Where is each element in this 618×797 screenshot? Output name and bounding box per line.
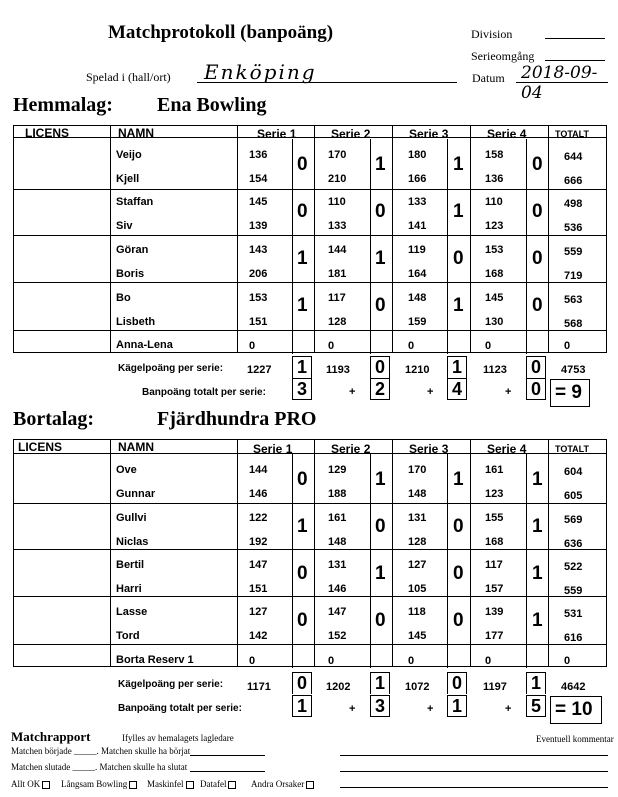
score-cell: 136 <box>485 173 504 185</box>
pair-point: 1 <box>453 295 464 316</box>
score-cell: 158 <box>485 149 504 161</box>
score-cell: 131 <box>328 559 347 571</box>
divider <box>447 139 448 354</box>
score-cell: 0 <box>485 340 492 352</box>
score-cell: 164 <box>408 268 427 280</box>
home-table <box>13 125 607 353</box>
divider <box>292 139 293 354</box>
kagel-point: 0 <box>526 356 546 378</box>
pair-point: 0 <box>532 201 543 222</box>
score-cell: 0 <box>485 655 492 667</box>
player-name: Kjell <box>116 173 140 185</box>
score-cell: 123 <box>485 220 504 232</box>
total-cell: 536 <box>564 222 583 234</box>
player-name: Siv <box>116 220 133 232</box>
ended-line <box>190 771 265 772</box>
score-cell: 161 <box>485 464 504 476</box>
pair-point: 1 <box>375 469 386 490</box>
row-divider <box>13 282 607 283</box>
ban-point: 2 <box>370 378 390 400</box>
started-line <box>190 755 265 756</box>
score-cell: 151 <box>249 583 268 595</box>
pair-point: 0 <box>453 563 464 584</box>
plus-sign: + <box>427 703 434 715</box>
total-cell: 522 <box>564 561 583 573</box>
player-name: Lasse <box>116 606 148 618</box>
checkbox-other[interactable] <box>251 779 314 789</box>
divider <box>237 439 238 667</box>
checkbox-square[interactable] <box>129 781 137 789</box>
checkbox-label: Maskinfel <box>147 779 184 789</box>
plus-sign: + <box>505 703 512 715</box>
score-cell: 145 <box>485 292 504 304</box>
total-cell: 605 <box>564 490 583 502</box>
col-licens: LICENS <box>25 126 70 140</box>
date-value: 2018-09-04 <box>521 63 598 103</box>
pair-point: 1 <box>532 469 543 490</box>
kagel-point: 0 <box>370 356 390 378</box>
date-label: Datum <box>472 71 505 85</box>
kagel-point: 1 <box>526 672 546 694</box>
total-cell: 719 <box>564 270 583 282</box>
score-cell: 117 <box>485 559 503 571</box>
score-cell: 130 <box>485 316 504 328</box>
series-round-line <box>545 60 605 61</box>
score-cell: 153 <box>249 292 268 304</box>
reserve-name: Anna-Lena <box>116 339 173 351</box>
player-name: Bertil <box>116 559 145 571</box>
score-cell: 180 <box>408 149 427 161</box>
division-label: Division <box>471 27 513 41</box>
kagel-cell: 1210 <box>405 364 430 376</box>
pair-point: 0 <box>297 610 308 631</box>
pair-point: 1 <box>375 154 386 175</box>
plus-sign: + <box>505 386 512 398</box>
page-title: Matchprotokoll (banpoäng) <box>108 22 334 43</box>
series-round-label: Serieomgång <box>471 49 535 63</box>
home-team-name: Ena Bowling <box>157 94 267 116</box>
score-cell: 144 <box>328 244 347 256</box>
total-cell: 568 <box>564 318 583 330</box>
player-name: Staffan <box>116 196 154 208</box>
score-cell: 148 <box>408 488 427 500</box>
score-cell: 161 <box>328 512 347 524</box>
ban-point: 3 <box>292 378 312 400</box>
checkbox-square[interactable] <box>186 781 194 789</box>
score-cell: 0 <box>408 340 415 352</box>
total-cell: 563 <box>564 294 583 306</box>
kagel-cell: 1123 <box>483 364 507 376</box>
checkbox-label: Allt OK <box>11 779 41 789</box>
score-cell: 0 <box>408 655 415 667</box>
pair-point: 0 <box>375 516 386 537</box>
checkbox-slow-bowling[interactable] <box>61 779 137 789</box>
col-namn: NAMN <box>118 440 154 454</box>
home-section <box>13 94 607 414</box>
checkbox-all-ok[interactable] <box>11 779 50 789</box>
divider <box>447 453 448 668</box>
col-serie1: Serie 1 <box>253 442 293 456</box>
player-name: Bo <box>116 292 131 304</box>
score-cell: 117 <box>328 292 346 304</box>
score-cell: 122 <box>249 512 268 524</box>
total-cell: 559 <box>564 585 583 597</box>
score-cell: 146 <box>249 488 268 500</box>
kagel-cell: 1171 <box>247 681 271 693</box>
divider <box>392 439 393 667</box>
score-cell: 210 <box>328 173 347 185</box>
player-name: Niclas <box>116 536 149 548</box>
score-cell: 0 <box>249 340 256 352</box>
played-value: Enköping <box>204 60 317 84</box>
score-cell: 123 <box>485 488 504 500</box>
pair-point: 0 <box>532 295 543 316</box>
divider <box>392 125 393 353</box>
score-cell: 131 <box>408 512 427 524</box>
ban-point: 4 <box>447 378 467 400</box>
pair-point: 0 <box>453 610 464 631</box>
checkbox-data-error[interactable] <box>200 779 236 789</box>
total-cell: 604 <box>564 466 583 478</box>
divider <box>237 125 238 353</box>
divider <box>526 139 527 354</box>
divider <box>470 439 471 667</box>
score-cell: 139 <box>485 606 504 618</box>
date-line <box>516 82 608 83</box>
divider <box>548 439 549 667</box>
away-section <box>13 408 607 728</box>
score-cell: 141 <box>408 220 427 232</box>
pair-point: 1 <box>453 469 464 490</box>
ban-point: 1 <box>292 695 312 717</box>
row-divider <box>13 503 607 504</box>
total-cell: 0 <box>564 655 571 667</box>
divider <box>314 125 315 353</box>
pair-point: 1 <box>375 248 386 269</box>
score-cell: 166 <box>408 173 427 185</box>
plus-sign: + <box>349 386 356 398</box>
score-cell: 146 <box>328 583 347 595</box>
comment-label: Eventuell kommentar <box>536 734 614 744</box>
player-name: Veijo <box>116 149 142 161</box>
divider <box>292 453 293 668</box>
col-serie4: Serie 4 <box>487 127 527 141</box>
col-serie4: Serie 4 <box>487 442 527 456</box>
kagel-point: 1 <box>447 356 467 378</box>
player-name: Ove <box>116 464 137 476</box>
score-cell: 151 <box>249 316 268 328</box>
col-serie2: Serie 2 <box>331 127 371 141</box>
col-licens: LICENS <box>18 440 63 454</box>
checkbox-label: Andra Orsaker <box>251 779 305 789</box>
row-divider <box>13 596 607 597</box>
pair-point: 1 <box>297 248 308 269</box>
col-totalt: TOTALT <box>555 444 589 454</box>
total-cell: 498 <box>564 198 583 210</box>
pair-point: 0 <box>297 563 308 584</box>
pair-point: 0 <box>453 516 464 537</box>
divider <box>526 453 527 668</box>
score-cell: 157 <box>485 583 504 595</box>
away-table <box>13 439 607 667</box>
score-cell: 118 <box>408 606 426 618</box>
score-cell: 128 <box>408 536 427 548</box>
score-cell: 148 <box>328 536 347 548</box>
player-name: Gunnar <box>116 488 156 500</box>
score-cell: 127 <box>249 606 268 618</box>
score-cell: 188 <box>328 488 347 500</box>
match-ended: Matchen slutade _____. Matchen skulle ha slutat <box>11 762 188 772</box>
pair-point: 0 <box>297 154 308 175</box>
comment-line[interactable] <box>340 787 608 788</box>
player-name: Lisbeth <box>116 316 156 328</box>
total-cell: 644 <box>564 151 583 163</box>
checkbox-square[interactable] <box>306 781 314 789</box>
score-cell: 192 <box>249 536 268 548</box>
player-name: Tord <box>116 630 140 642</box>
ban-total: = 10 <box>550 696 602 724</box>
score-cell: 0 <box>249 655 256 667</box>
pair-point: 1 <box>532 610 543 631</box>
comment-line[interactable] <box>340 755 608 756</box>
score-cell: 142 <box>249 630 268 642</box>
checkbox-square[interactable] <box>228 781 236 789</box>
score-cell: 170 <box>408 464 427 476</box>
score-cell: 152 <box>328 630 347 642</box>
row-divider <box>13 549 607 550</box>
total-cell: 0 <box>564 340 571 352</box>
score-cell: 119 <box>408 244 426 256</box>
score-cell: 143 <box>249 244 268 256</box>
checkbox-label: Datafel <box>200 779 227 789</box>
player-name: Gullvi <box>116 512 147 524</box>
pair-point: 0 <box>375 610 386 631</box>
score-cell: 155 <box>485 512 504 524</box>
plus-sign: + <box>349 703 356 715</box>
total-cell: 636 <box>564 538 583 550</box>
col-totalt: TOTALT <box>555 129 589 139</box>
total-cell: 569 <box>564 514 583 526</box>
row-divider <box>13 189 607 190</box>
divider <box>314 439 315 667</box>
pair-point: 1 <box>297 516 308 537</box>
player-name: Boris <box>116 268 145 280</box>
col-serie3: Serie 3 <box>409 442 449 456</box>
pair-point: 0 <box>532 248 543 269</box>
pair-point: 0 <box>532 154 543 175</box>
divider <box>370 453 371 668</box>
kagel-point: 1 <box>370 672 390 694</box>
total-cell: 559 <box>564 246 583 258</box>
score-cell: 133 <box>408 196 427 208</box>
kagel-cell: 1072 <box>405 681 430 693</box>
score-cell: 148 <box>408 292 427 304</box>
divider <box>548 125 549 353</box>
score-cell: 110 <box>485 196 503 208</box>
ban-point: 5 <box>526 695 546 717</box>
score-cell: 133 <box>328 220 347 232</box>
kagel-cell: 1202 <box>326 681 351 693</box>
score-cell: 177 <box>485 630 504 642</box>
score-cell: 110 <box>328 196 346 208</box>
score-cell: 154 <box>249 173 268 185</box>
score-cell: 153 <box>485 244 504 256</box>
pair-point: 1 <box>375 563 386 584</box>
total-cell: 666 <box>564 175 583 187</box>
score-cell: 144 <box>249 464 268 476</box>
played-line <box>197 82 457 83</box>
score-cell: 170 <box>328 149 347 161</box>
pair-point: 0 <box>297 201 308 222</box>
score-cell: 0 <box>328 340 335 352</box>
score-cell: 159 <box>408 316 427 328</box>
ban-label: Banpoäng totalt per serie: <box>118 703 242 714</box>
kagel-point: 0 <box>292 672 312 694</box>
pair-point: 1 <box>532 563 543 584</box>
score-cell: 139 <box>249 220 268 232</box>
row-divider <box>13 644 607 645</box>
score-cell: 168 <box>485 268 504 280</box>
pair-point: 1 <box>532 516 543 537</box>
home-label: Hemmalag: <box>13 94 113 116</box>
row-divider <box>13 330 607 331</box>
score-cell: 168 <box>485 536 504 548</box>
col-namn: NAMN <box>118 126 154 140</box>
match-report-subtitle: Ifylles av hemalagets lagledare <box>122 733 234 743</box>
kagel-point: 0 <box>447 672 467 694</box>
score-cell: 145 <box>408 630 427 642</box>
divider <box>370 139 371 354</box>
kagel-label: Kägelpoäng per serie: <box>118 679 224 690</box>
checkbox-label: Långsam Bowling <box>61 779 128 789</box>
score-cell: 147 <box>328 606 347 618</box>
ban-total: = 9 <box>550 379 590 407</box>
away-label: Bortalag: <box>13 408 95 430</box>
row-divider <box>13 235 607 236</box>
kagel-label: Kägelpoäng per serie: <box>118 363 224 374</box>
checkbox-square[interactable] <box>42 781 50 789</box>
kagel-total: 4753 <box>561 364 586 376</box>
kagel-cell: 1227 <box>247 364 272 376</box>
divider <box>110 125 111 353</box>
score-cell: 206 <box>249 268 268 280</box>
pair-point: 1 <box>297 295 308 316</box>
comment-line[interactable] <box>340 771 608 772</box>
checkbox-machine-error[interactable] <box>147 779 194 789</box>
player-name: Göran <box>116 244 149 256</box>
kagel-total: 4642 <box>561 681 586 693</box>
col-serie1: Serie 1 <box>257 127 297 141</box>
total-cell: 531 <box>564 608 583 620</box>
score-cell: 147 <box>249 559 268 571</box>
score-cell: 0 <box>328 655 335 667</box>
ban-point: 1 <box>447 695 467 717</box>
kagel-cell: 1193 <box>326 364 350 376</box>
match-started: Matchen började _____. Matchen skulle ha börjat <box>11 746 191 756</box>
pair-point: 0 <box>453 248 464 269</box>
score-cell: 181 <box>328 268 347 280</box>
player-name: Harri <box>116 583 142 595</box>
pair-point: 1 <box>453 154 464 175</box>
divider <box>470 125 471 353</box>
total-cell: 616 <box>564 632 583 644</box>
score-cell: 105 <box>408 583 427 595</box>
played-label: Spelad i (hall/ort) <box>86 70 171 84</box>
score-cell: 136 <box>249 149 268 161</box>
score-cell: 127 <box>408 559 427 571</box>
divider <box>110 439 111 667</box>
kagel-cell: 1197 <box>483 681 507 693</box>
score-cell: 129 <box>328 464 347 476</box>
pair-point: 0 <box>375 295 386 316</box>
ban-point: 0 <box>526 378 546 400</box>
col-serie2: Serie 2 <box>331 442 371 456</box>
score-cell: 145 <box>249 196 268 208</box>
match-report-title: Matchrapport <box>11 729 91 744</box>
away-team-name: Fjärdhundra PRO <box>157 408 317 430</box>
pair-point: 1 <box>453 201 464 222</box>
reserve-name: Borta Reserv 1 <box>116 654 194 666</box>
score-cell: 128 <box>328 316 347 328</box>
kagel-point: 1 <box>292 356 312 378</box>
ban-label: Banpoäng totalt per serie: <box>142 387 266 398</box>
pair-point: 0 <box>297 469 308 490</box>
division-line <box>545 38 605 39</box>
ban-point: 3 <box>370 695 390 717</box>
col-serie3: Serie 3 <box>409 127 449 141</box>
plus-sign: + <box>427 386 434 398</box>
pair-point: 0 <box>375 201 386 222</box>
